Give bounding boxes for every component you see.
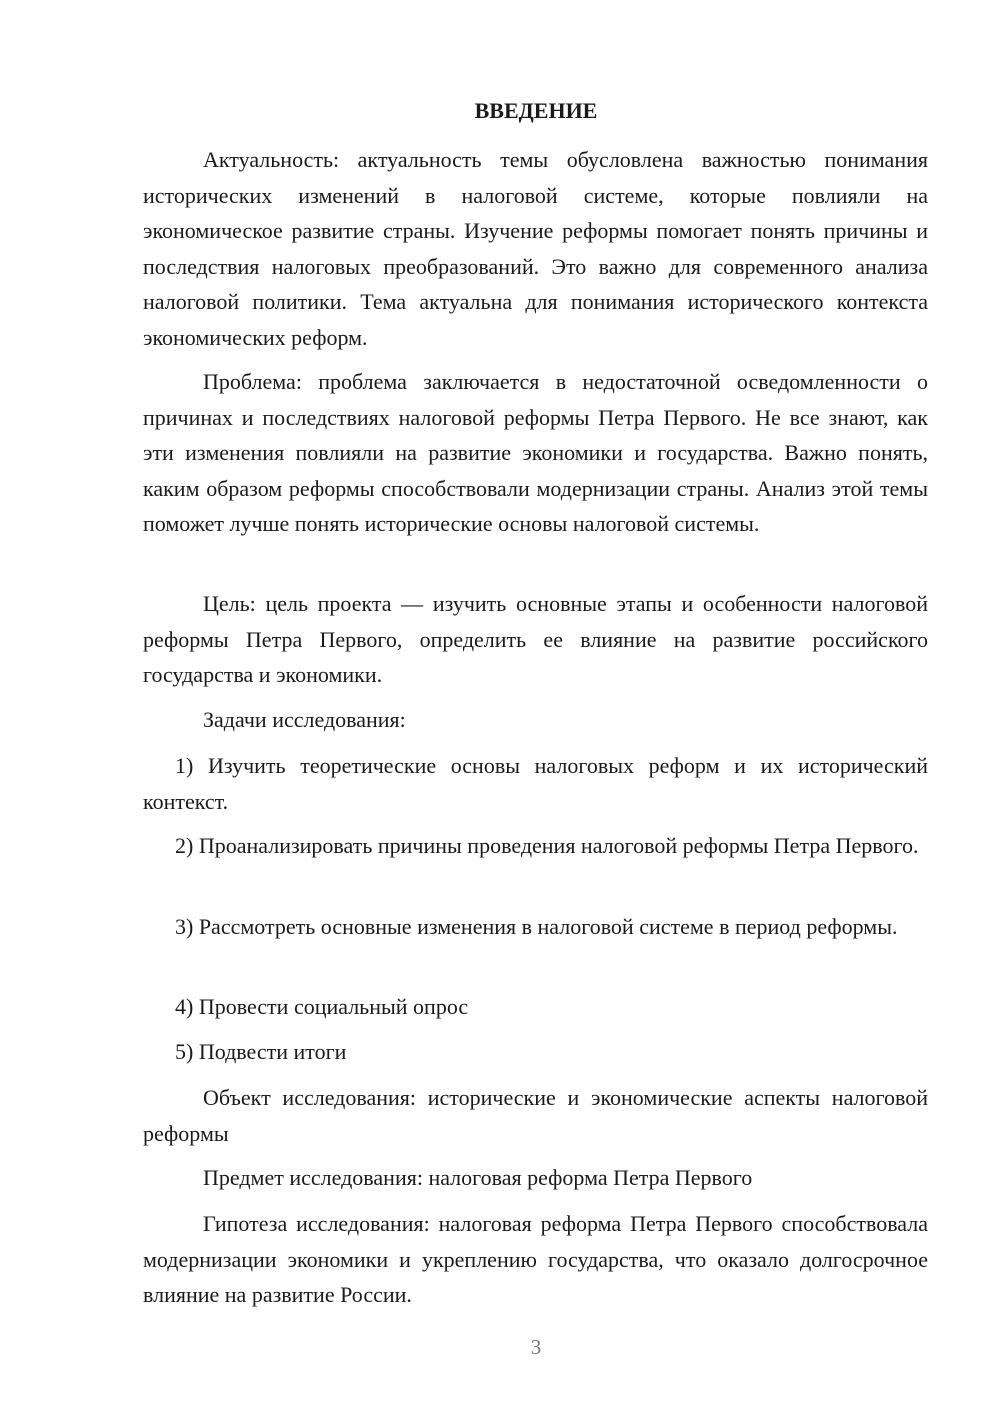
task-item-3: 3) Рассмотреть основные изменения в налоговой системе в период реформы.: [175, 914, 898, 939]
task-item-1: 1) Изучить теоретические основы налоговых реформ и их исторический контекст.: [143, 753, 928, 814]
relevance-paragraph: Актуальность: актуальность темы обусловлена важностью понимания исторических изменений в налоговой системе, которые повлияли на экономическое развитие страны. Изучение реформы помогает понять причины и последствия налоговых преобразований. Это важно для современного анализа налоговой политики. Тема актуальна для понимания исторического контекста экономических реформ.: [143, 147, 928, 350]
tasks-heading: Задачи исследования:: [203, 707, 406, 732]
problem-paragraph: Проблема: проблема заключается в недостаточной осведомленности о причинах и последствиях налоговой реформы Петра Первого. Не все знают, как эти изменения повлияли на развитие экономики и государства. Важно понять, каким образом реформы способствовали модернизации страны. Анализ этой темы поможет лучше понять исторические основы налоговой системы.: [143, 369, 928, 536]
subject-paragraph: Предмет исследования: налоговая реформа Петра Первого: [203, 1165, 753, 1190]
task-item-4: 4) Провести социальный опрос: [175, 994, 469, 1019]
object-paragraph: Объект исследования: исторические и экономические аспекты налоговой реформы: [143, 1085, 928, 1146]
goal-paragraph: Цель: цель проекта — изучить основные этапы и особенности налоговой реформы Петра Первого, определить ее влияние на развитие российского государства и экономики.: [143, 591, 928, 687]
page-title: ВВЕДЕНИЕ: [474, 98, 598, 123]
page-number: 3: [530, 1335, 542, 1359]
hypothesis-paragraph: Гипотеза исследования: налоговая реформа Петра Первого способствовала модернизации экономики и укреплению государства, что оказало долгосрочное влияние на развитие России.: [143, 1211, 928, 1307]
task-item-5: 5) Подвести итоги: [175, 1039, 347, 1064]
task-item-2: 2) Проанализировать причины проведения налоговой реформы Петра Первого.: [175, 833, 919, 858]
